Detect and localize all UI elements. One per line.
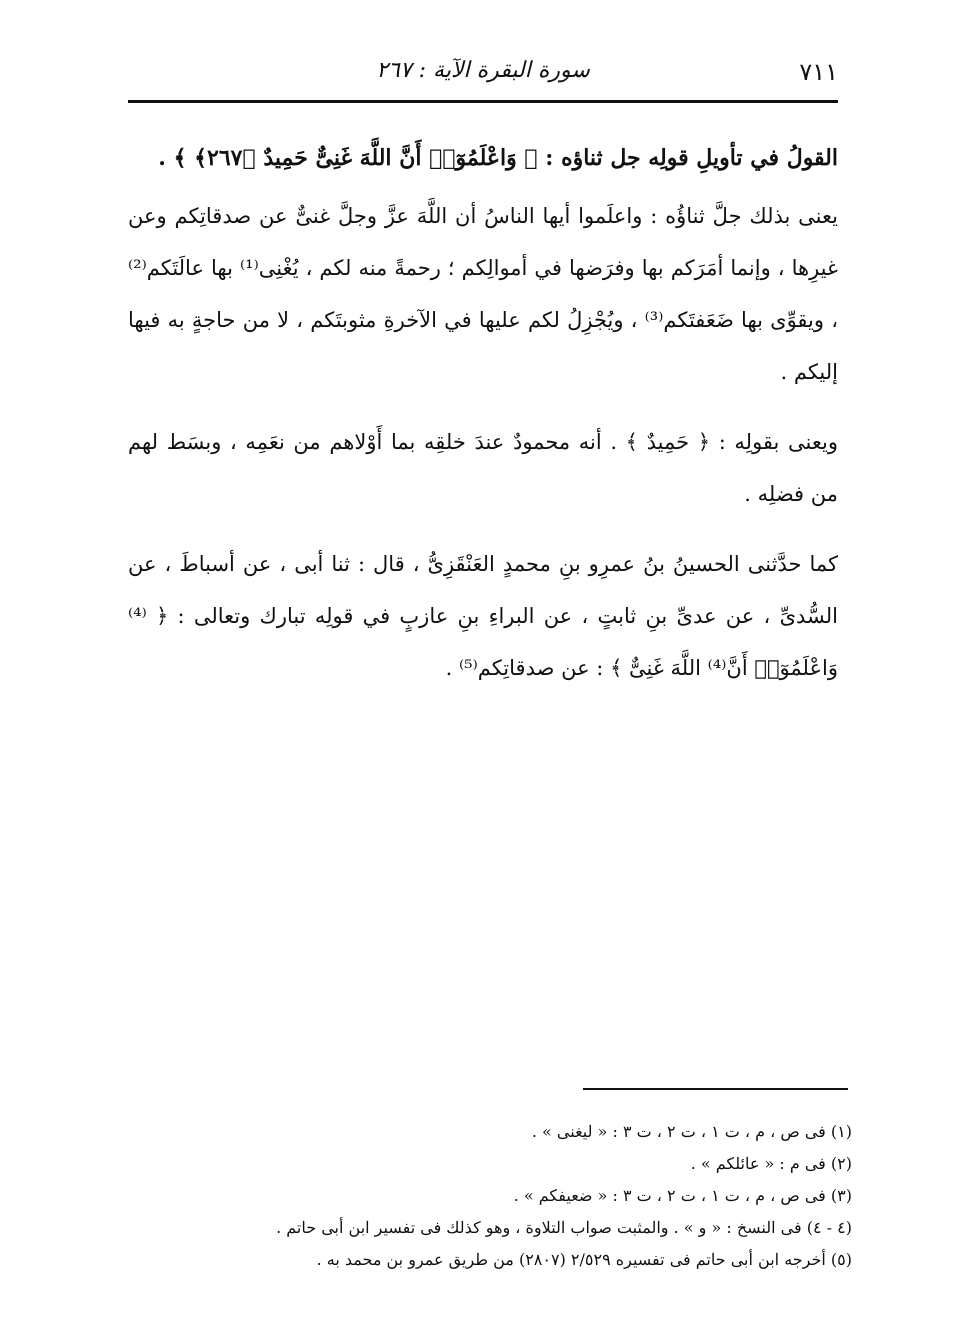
page-number: ٧١١ — [799, 58, 838, 86]
paragraph: يعنى بذلك جلَّ ثناؤُه : واعلَموا أيها الناسُ أن اللَّهَ عزَّ وجلَّ غنىٌّ عن صدقاتِكم وعن غيرِها ، وإنما أمَرَكم بها وفرَضها في أموالِكم ؛ رحمةً منه لكم ، يُغْنِى⁽¹⁾ بها عالَتَكم⁽²⁾ ، ويقوِّى بها ضَعَفتَكم⁽³⁾ ، ويُجْزِلُ لكم عليها في الآخرةِ مثوبتَكم ، لا من حاجةٍ به فيها إليكم . — [128, 204, 839, 384]
main-text — [128, 132, 838, 712]
paragraph: كما حدَّثنى الحسينُ بنُ عمرِو بنِ محمدٍ العَنْقَزِىُّ ، قال : ثنا أبى ، عن أسباطَ ، عن السُّدىِّ ، عن عدىِّ بنِ ثابتٍ ، عن البراءِ بنِ عازبٍ في قولِه تبارك وتعالى : ﴿ ⁽⁴⁾وَاعْلَمُوٓا۟ أَنَّ⁽⁴⁾ اللَّهَ غَنِىٌّ ﴾ : عن صدقاتِكم⁽⁵⁾ . — [128, 552, 838, 680]
section-heading: القولُ في تأويلِ قولِه جل ثناؤه : ﴿ وَاعْلَمُوٓا۟ أَنَّ اللَّهَ غَنِىٌّ حَمِيدٌ ﴿٢٦٧﴾ ﴾ . — [158, 145, 838, 171]
running-title: سورة البقرة الآية : ٢٦٧ — [376, 58, 590, 83]
footnote-rule — [583, 1088, 848, 1090]
footnote: (٢) فى م : « عائلكم » . — [690, 1154, 852, 1173]
footnote: (٤ - ٤) فى النسخ : « و » . والمثبت صواب التلاوة ، وهو كذلك فى تفسير ابن أبى حاتم . — [276, 1218, 852, 1237]
footnote: (٣) فى ص ، م ، ت ١ ، ت ٢ ، ت ٣ : « ضعيفكم » . — [513, 1186, 852, 1205]
page-header — [128, 54, 838, 98]
footnote: (٥) أخرجه ابن أبى حاتم فى تفسيره ٢/٥٢٩ (٢٨٠٧) من طريق عمرو بن محمد به . — [316, 1250, 852, 1269]
paragraph: ويعنى بقولِه : ﴿ حَمِيدٌ ﴾ . أنه محمودٌ عندَ خلقِه بما أَوْلاهم من نعَمِه ، وبسَط لهم من فضلِه . — [128, 430, 838, 506]
footnote: (١) فى ص ، م ، ت ١ ، ت ٢ ، ت ٣ : « ليغنى » . — [531, 1122, 852, 1141]
footnotes — [128, 1116, 852, 1276]
header-rule — [128, 100, 838, 103]
